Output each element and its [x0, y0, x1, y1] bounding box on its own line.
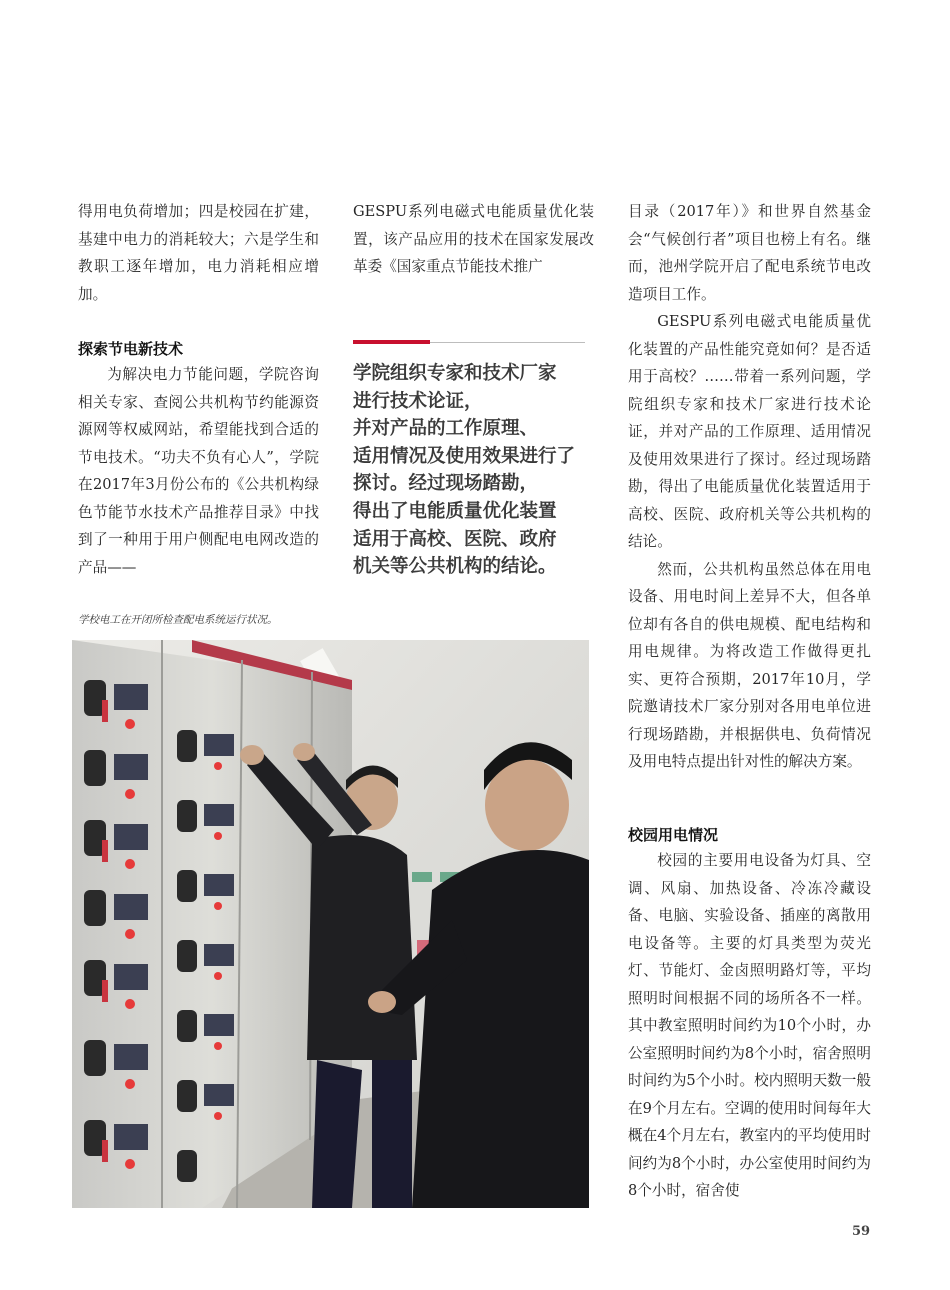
pullquote-line: 得出了电能质量优化装置	[353, 500, 557, 522]
pullquote-line: 适用情况及使用效果进行了	[353, 445, 576, 467]
column-2-intro	[353, 198, 594, 281]
pullquote-line: 适用于高校、医院、政府	[353, 528, 557, 550]
section-heading-explore: 探索节电新技术	[78, 340, 184, 358]
column-3-paragraph-1: 目录（2017年）》和世界自然基金会“气候创行者”项目也榜上有名。继而，池州学院开启了配电系统节电改造项目工作。	[628, 203, 871, 303]
section-heading-campus-power: 校园用电情况	[628, 826, 719, 844]
section-paragraph-campus-power: 校园的主要用电设备为灯具、空调、风扇、加热设备、冷冻冷藏设备、电脑、实验设备、插座的离散用电设备等。主要的灯具类型为荧光灯、节能灯、金卤照明路灯等，平均照明时间根据不同的场所各不一样。其中教室照明时间约为10个小时，办公室照明时间约为8个小时，宿舍照明时间约为5个小时。校内照明天数一般在9个月左右。空调的使用时间每年大概在4个月左右，教室内的平均使用时间约为8个小时，办公室使用时间约为8个小时，宿舍使	[628, 852, 871, 1199]
section-body-campus-power	[628, 847, 871, 1205]
photo-caption: 学校电工在开闭所检查配电系统运行状况。	[78, 614, 278, 626]
pullquote-line: 机关等公共机构的结论。	[353, 556, 557, 578]
page-number: 59	[852, 1224, 871, 1239]
column-1-intro	[78, 198, 319, 308]
column-3-paragraph-2: GESPU系列电磁式电能质量优化装置的产品性能究竟如何？是否适用于高校？……带着一系列问题，学院组织专家和技术厂家进行技术论证，并对产品的工作原理、适用情况及使用效果进行了探讨。经过现场踏勘，得出了电能质量优化装置适用于高校、医院、政府机关等公共机构的结论。	[628, 313, 871, 550]
section-body-explore	[78, 361, 319, 581]
pullquote-line: 探讨。经过现场踏勘，	[353, 473, 539, 495]
pullquote-accent-bar	[353, 340, 430, 344]
column-2-paragraph: GESPU系列电磁式电能质量优化装置，该产品应用的技术在国家发展改革委《国家重点节能技术推广	[353, 203, 594, 275]
pullquote-line: 进行技术论证，	[353, 390, 483, 412]
pullquote-line: 学院组织专家和技术厂家	[353, 363, 557, 384]
photo-electricians-switchgear	[72, 640, 589, 1208]
photo-illustration	[72, 640, 589, 1208]
section-paragraph-explore: 为解决电力节能问题，学院咨询相关专家、查阅公共机构节约能源资源网等权威网站，希望能找到合适的节电技术。“功夫不负有心人”，学院在2017年3月份公布的《公共机构绿色节能节水技术产品推荐目录》中找到了一种用于用户侧配电电网改造的产品——	[78, 366, 319, 576]
pullquote	[353, 360, 598, 581]
column-3-paragraph-3: 然而，公共机构虽然总体在用电设备、用电时间上差异不大，但各单位却有各自的供电规模、配电结构和用电规律。为将改造工作做得更扎实、更符合预期，2017年10月，学院邀请技术厂家分别对各用电单位进行现场踏勘，并根据供电、负荷情况及用电特点提出针对性的解决方案。	[628, 560, 871, 770]
column-1-paragraph: 得用电负荷增加；四是校园在扩建，基建中电力的消耗较大；六是学生和教职工逐年增加，电力消耗相应增加。	[78, 203, 319, 303]
pullquote-line: 并对产品的工作原理、	[353, 418, 539, 440]
column-3	[628, 198, 871, 776]
